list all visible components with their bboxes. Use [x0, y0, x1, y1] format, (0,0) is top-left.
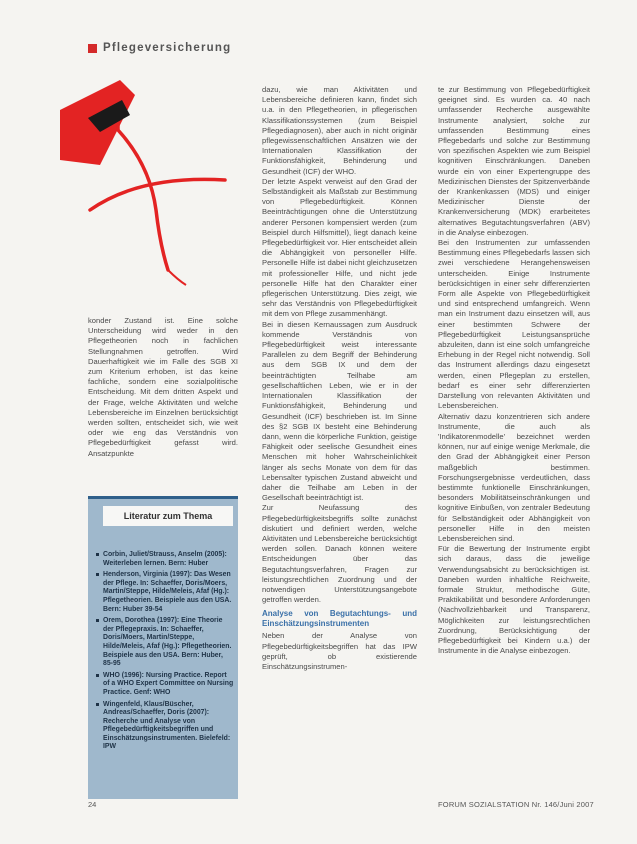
section-marker: [88, 44, 97, 53]
paragraph: Der letzte Aspekt verweist auf den Grad der Selbständigkeit als Maßstab zur Bestimmung von Pflegebedürftigkeit. Können Beeinträchtigungen ohne die Unterstützung anderer Personen kompensiert werden (zum Beispiel durch Hilfsmittel), liegt danach keine Pflegebedürftigkeit vor. Hier entscheidet allein die Abhängigkeit von personeller Hilfe. Personelle Hilfe ist dabei nicht gleichzusetzen mit professioneller Hilfe, und nicht jede personelle Hilfe hat den Charakter einer pflegerischen Unterstützung. Dies zeigt, wie sehr das Verständnis von Pflegebedürftigkeit mit dem von Pflege zusammenhängt.: [262, 176, 417, 319]
literature-box: [88, 496, 238, 799]
section-label: Pflegeversicherung: [103, 42, 232, 54]
literature-item: Corbin, Juliet/Strauss, Anselm (2005): Weiterleben lernen. Bern: Huber: [96, 551, 234, 568]
publication-footer: FORUM SOZIALSTATION Nr. 146/Juni 2007: [438, 800, 594, 809]
left-paragraph: konder Zustand ist. Eine solche Unterscheidung wird weder in den Pflegetheorien noch in fachlichen Stellungnahmen getroffen. Wird Dauerhaftigkeit wie im Falle des SGB XI zum Kriterium erhoben, ist das keine fachliche, sondern eine sozialpolitische Entscheidung. Mit dem dritten Aspekt und der Frage, welche Aktivitäten und welche Lebensbereiche im Einzelnen berücksichtigt werden sollten, entscheidet sich, wie weit oder wie eng das Verständnis von Pflegebedürftigkeit gefasst wird. Ansatzpunkte: [88, 316, 238, 458]
literature-item: WHO (1996): Nursing Practice. Report of a WHO Expert Committee on Nursing Practice. Genf: WHO: [96, 672, 234, 698]
paragraph: dazu, wie man Aktivitäten und Lebensbereiche definieren kann, findet sich u.a. in den Pflegetheorien, in pflegerischen Klassifikationssystemen (zum Beispiel Pflegediagnosen), aber auch in nicht originär pflegewissenschaftlichen Ansätzen wie der Internationalen Klassifikation der Funktionsfähigkeit, Behinderung und Gesundheit (ICF) der WHO.: [262, 85, 417, 176]
paragraph: Zur Neufassung des Pflegebedürftigkeitsbegriffs sollte zunächst diskutiert und definiert werden, welche Aktivitäten und Lebensbereiche berücksichtigt werden sollen. Danach können weitere Entscheidungen über das Begutachtungsverfahren, Fragen zur leistungsrechtlichen Zuordnung und der notwendigen Unterstützungsangebote getroffen werden.: [262, 503, 417, 605]
paragraph: Für die Bewertung der Instrumente ergibt sich daraus, dass die jeweilige Verwendungsabsicht zu berücksichtigen ist. Daneben wurden inhaltliche Reichweite, formale Struktur, methodische Güte, Praktikabilität und besondere Anforderungen (Nachvollziehbarkeit und Transparenz, Möglichkeiten zur leistungsrechtlichen Zuordnung, Berücksichtigung der Pflegebedürftigkeit bei Kindern u.a.) der Instrumente in die Analyse einbezogen.: [438, 544, 590, 656]
literature-item: Henderson, Virginia (1997): Das Wesen der Pflege. In: Schaeffer, Doris/Moers, Martin/Steppe, Hilde/Meleis, Afaf (Hg.): Pflegetheorien. Beispiele aus den USA. Bern: Huber 39-54: [96, 571, 234, 614]
paragraph: Neben der Analyse von Pflegebedürftigkeitsbegriffen hat das IPW geprüft, ob existierende Einschätzungsinstrumen-: [262, 631, 417, 671]
paragraph: Alternativ dazu konzentrieren sich andere Instrumente, die auch als 'Indikatorenmodelle' bezeichnet werden können, nur auf einige wenige Merkmale, die den Grad der Abhängigkeit einer Person maßgeblich bestimmen. Forschungsergebnisse verdeutlichen, dass bestimmte funktionelle Einschränkungen, besonders Mobilitätseinschränkungen und kognitive Einbußen, von zentraler Bedeutung für Selbständigkeit oder Abhängigkeit von personeller Hilfe in den meisten Lebensbereichen sind.: [438, 411, 590, 543]
literature-list: [96, 551, 234, 755]
middle-column: [262, 85, 417, 672]
left-column: [88, 316, 238, 459]
subheading: Analyse von Begutachtungs- und Einschätzungsinstrumenten: [262, 609, 417, 629]
literature-item: Orem, Dorothea (1997): Eine Theorie der Pflegepraxis. In: Schaeffer, Doris/Moers, Martin/Steppe, Hilde/Meleis, Afaf (Hg.): Pflegetheorien. Beispiele aus den USA. Bern: Huber, 85-95: [96, 617, 234, 669]
section-header: [88, 42, 231, 54]
right-column: [438, 85, 590, 656]
paragraph: Bei in diesen Kernaussagen zum Ausdruck kommende Verständnis von Pflegebedürftigkeit weist interessante Parallelen zu dem Begriff der Behinderung aus dem SGB IX und dem der beeinträchtigten Teilhabe am gesellschaftlichen Leben, wie er in der Internationalen Klassifikation der Funktionsfähigkeit, Behinderung und Gesundheit (ICF) beschrieben ist. Im Sinne des §2 SGB IX besteht eine Behinderung dann, wenn die körperliche Funktion, geistige Fähigkeit oder seelische Gesundheit eines Menschen mit hoher Wahrscheinlichkeit länger als sechs Monate von dem für das Lebensalter typischen Zustand abweicht und daher die Teilhabe am Leben in der Gesellschaft beeinträchtigt ist.: [262, 319, 417, 503]
page-number: 24: [88, 800, 97, 809]
paragraph: Bei den Instrumenten zur umfassenden Bestimmung eines Pflegebedarfs lassen sich zwei verschiedene Herangehensweisen unterscheiden. Einige Instrumente berücksichtigen in einer sehr differenzierten Form alle Aspekte von Pflegebedürftigkeit und sind entsprechend umfangreich. Wenn man ein Instrument dazu einsetzen will, aus einer bestimmten Schwere der Pflegebedürftigkeit Leistungsansprüche abzuleiten, dann ist eine solch umfangreiche Erhebung in der Regel nicht notwendig. Soll das Instrument allerdings dazu eingesetzt werden, einen Pflegeplan zu erstellen, bedarf es einer sehr differenzierten Darstellung von relevanten Aktivitäten und Lebensbereichen.: [438, 238, 590, 411]
literature-title: Literatur zum Thema: [103, 506, 233, 526]
paragraph: te zur Bestimmung von Pflegebedürftigkeit geeignet sind. Es wurden ca. 40 nach umfassender Recherche ausgewählte Instrumente analysiert, solche zur umfassenden Bestimmung eines Pflegebedarfs und solche zur Bestimmung von spezifischen Aspekten wie zum Beispiel kognitiven Einschränkungen. Daneben wurde ein von einer Expertengruppe des Medizinischen Dienstes der Spitzenverbände der Krankenkassen (MDS) und einiger Medizinischer Dienste der Krankenversicherung (MDK) erarbeitetes alternatives Begutachtungsverfahren (ABV) in die Analyse einbezogen.: [438, 85, 590, 237]
literature-item: Wingenfeld, Klaus/Büscher, Andreas/Schaeffer, Doris (2007): Recherche und Analyse von Pflegebedürftigkeitsbegriffen und Einschätzungsinstrumenten. Bielefeld: IPW: [96, 701, 234, 753]
scissors-cut-illustration: [60, 70, 250, 300]
